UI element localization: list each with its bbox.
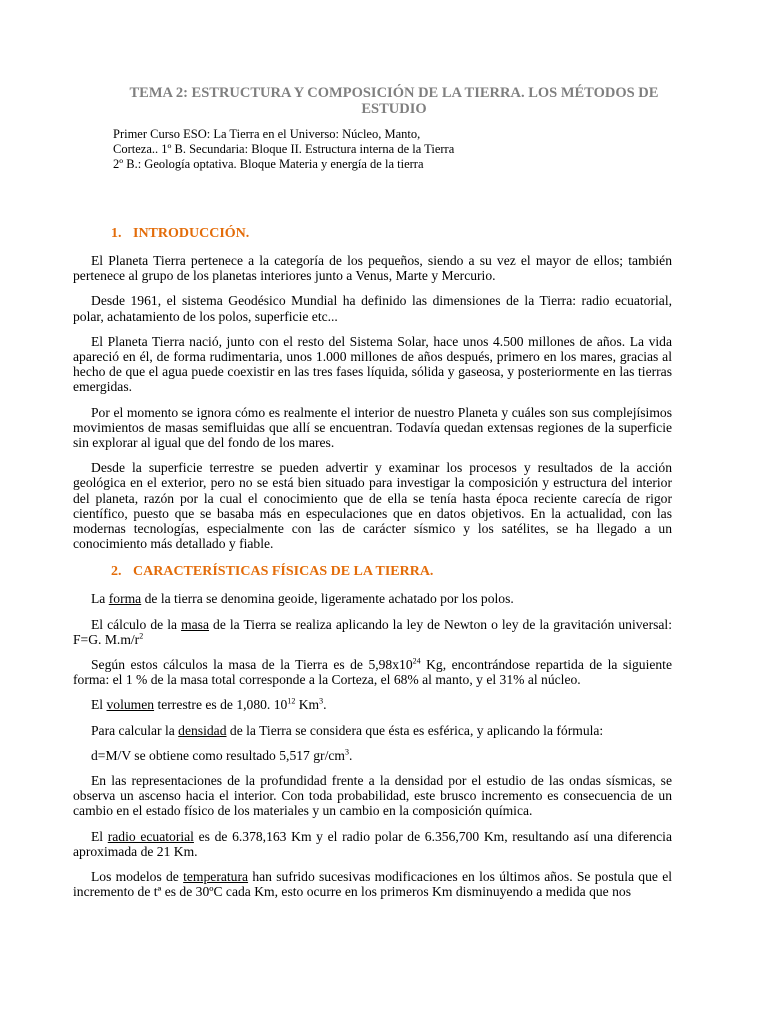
superscript: 3 [344,747,349,757]
term-temperatura: temperatura [183,869,249,885]
paragraph: Por el momento se ignora cómo es realmente el interior de nuestro Planeta y cuáles son sus complejísimos movimientos de masas semifluidas que allí se encuentran. Todavía quedan extensas regiones de la superficie sin explorar al igual que del fondo de los mares. [73,404,672,451]
term-forma: forma [108,591,142,607]
term-masa: masa [181,616,210,632]
course-list [113,127,454,171]
section-number: 1. [111,226,122,241]
paragraph-masa-reparto: Según estos cálculos la masa de la Tierra es de $5,98x10^{24}$ Kg, encontrándose repartida de la siguiente forma: el 1 % de la masa total corresponde a la Corteza, el 68% al manto, y el 31% al núcleo. [73,656,672,688]
paragraph-masa: El cálculo de la masa de la Tierra se realiza aplicando la ley de Newton o ley de la gravitación universal: F=G. $M.m/r^2$ [73,616,672,647]
paragraph: El Planeta Tierra nació, junto con el resto del Sistema Solar, hace unos 4.500 millones de años. La vida apareció en él, de forma rudimentaria, unos 1.000 millones de años después, primero en los mares, gracias al hecho de que el agua puede coexistir en las tres fases líquida, sólida y gaseosa, y posteriormente en las tierras emergidas. [73,333,672,395]
paragraph-radio: El radio ecuatorial es de 6.378,163 Km y el radio polar de 6.356,700 Km, resultando así una diferencia aproximada de 21 Km. [73,828,672,859]
section-number: 2. [111,564,122,580]
superscript: 24 [412,656,421,666]
paragraph-densidad: Para calcular la densidad de la Tierra se considera que ésta es esférica, y aplicando la fórmula: [91,722,604,738]
course-line: 2º B.: Geología optativa. Bloque Materia y energía de la tierra [113,156,424,171]
term-radio-ecuatorial: radio ecuatorial [107,828,194,844]
section-heading-caracteristicas [73,563,672,581]
paragraph-formula: d=M/V se obtiene como resultado 5,517 $gr/cm^3$. [91,747,353,763]
superscript: 2 [139,631,144,641]
paragraph: El Planeta Tierra pertenece a la categoría de los pequeños, siendo a su vez el mayor de ellos; también pertenece al grupo de los planetas interiores junto a Venus, Marte y Mercurio. [73,253,672,284]
section-title: CARACTERÍSTICAS FÍSICAS DE LA TIERRA. [133,564,434,580]
document-title: TEMA 2: ESTRUCTURA Y COMPOSICIÓN DE LA TIERRA. LOS MÉTODOS DE ESTUDIO [129,85,659,117]
course-line: Corteza.. 1º B. Secundaria: Bloque II. Estructura interna de la Tierra [113,141,455,156]
document-body [73,225,672,910]
term-densidad: densidad [178,722,227,738]
superscript: 12 [287,696,296,706]
superscript: 3 [319,696,324,706]
paragraph: Desde la superficie terrestre se pueden advertir y examinar los procesos y resultados de la acción geológica en el exterior, pero no se está bien situado para investigar la composición y estructura del interior del planeta, razón por la cual el conocimiento que de ella se tenía hasta época reciente carecía de rigor científico, puesto que se basaba más en especulaciones que en datos objetivos. En la actualidad, con las modernas tecnologías, especialmente con las de carácter sísmico y los satélites, se ha llegado a un conocimiento más detallado y fiable. [73,460,672,552]
term-volumen: volumen [106,697,155,713]
paragraph-temperatura: Los modelos de temperatura han sufrido sucesivas modificaciones en los últimos años. Se postula que el incremento de tª es de 30ºC cada Km, esto ocurre en los primeros Km disminuyendo a medida que nos [73,869,672,900]
paragraph-forma: La forma de la tierra se denomina geoide, ligeramente achatado por los polos. [91,591,514,607]
paragraph-volumen: El volumen terrestre es de 1,080. $10^{12}$ Km$^3$. [91,696,327,713]
section-heading-introduccion [73,225,672,243]
paragraph-ondas-sismicas: En las representaciones de la profundidad frente a la densidad por el estudio de las ondas sísmicas, se observa un ascenso hacia el interior. Con toda probabilidad, este brusco incremento es consecuencia de un cambio en el estado físico de los materiales y un cambio en la composición química. [73,773,672,819]
section-title: INTRODUCCIÓN. [133,226,250,241]
paragraph: Desde 1961, el sistema Geodésico Mundial ha definido las dimensiones de la Tierra: radio ecuatorial, polar, achatamiento de los polos, superficie etc... [73,293,672,324]
course-line: Primer Curso ESO: La Tierra en el Universo: Núcleo, Manto, [113,127,421,141]
